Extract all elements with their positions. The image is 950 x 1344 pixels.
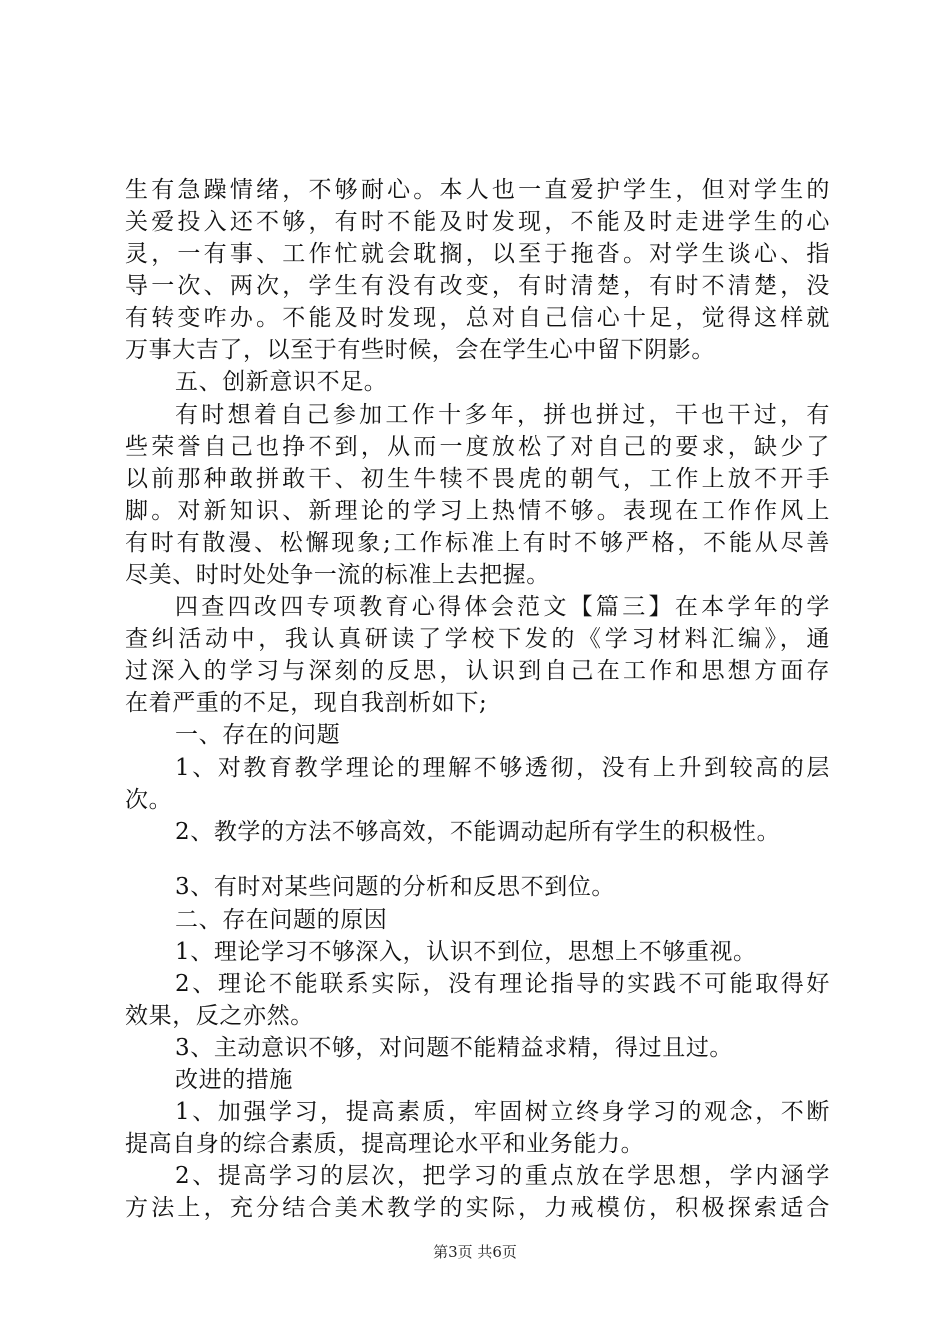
list-item: 1、理论学习不够深入，认识不到位，思想上不够重视。 <box>175 939 757 965</box>
section-heading: 五、创新意识不足。 <box>175 369 388 395</box>
list-item: 1、加强学习，提高素质，牢固树立终身学习的观念，不断 <box>175 1099 830 1125</box>
section-heading: 二、存在问题的原因 <box>175 907 388 933</box>
text-line: 些荣誉自己也挣不到，从而一度放松了对自己的要求，缺少了 <box>125 434 830 460</box>
list-item: 2、理论不能联系实际，没有理论指导的实践不可能取得好 <box>175 971 830 997</box>
page-footer: 第3页 共6页 <box>433 1243 517 1261</box>
text-line: 有时有散漫、松懈现象;工作标准上有时不够严格，不能从尽善 <box>125 530 830 556</box>
text-line: 四查四改四专项教育心得体会范文【篇三】在本学年的学 <box>175 594 830 620</box>
text-line: 方法上，充分结合美术教学的实际，力戒模仿，积极探索适合 <box>125 1195 830 1221</box>
text-line: 以前那种敢拼敢干、初生牛犊不畏虎的朝气，工作上放不开手 <box>125 466 830 492</box>
text-line: 尽美、时时处处争一流的标准上去把握。 <box>125 562 550 588</box>
text-line: 有时想着自己参加工作十多年，拼也拼过，干也干过，有 <box>175 402 830 428</box>
section-heading: 一、存在的问题 <box>175 722 341 748</box>
text-line: 提高自身的综合素质，提高理论水平和业务能力。 <box>125 1131 645 1157</box>
text-line: 次。 <box>125 787 173 813</box>
list-item: 3、主动意识不够，对问题不能精益求精，得过且过。 <box>175 1035 734 1061</box>
list-item: 3、有时对某些问题的分析和反思不到位。 <box>175 874 616 900</box>
text-line: 脚。对新知识、新理论的学习上热情不够。表现在工作作风上 <box>125 498 830 524</box>
text-line: 灵，一有事、工作忙就会耽搁，以至于拖沓。对学生谈心、指 <box>125 241 830 267</box>
list-item: 2、提高学习的层次，把学习的重点放在学思想，学内涵学 <box>175 1163 830 1189</box>
text-line: 有转变咋办。不能及时发现，总对自己信心十足，觉得这样就 <box>125 305 830 331</box>
text-line: 关爱投入还不够，有时不能及时发现，不能及时走进学生的心 <box>125 209 830 235</box>
text-line: 效果，反之亦然。 <box>125 1003 314 1029</box>
section-heading: 改进的措施 <box>175 1067 293 1093</box>
text-line: 生有急躁情绪，不够耐心。本人也一直爱护学生，但对学生的 <box>125 177 830 203</box>
text-line: 导一次、两次，学生有没有改变，有时清楚，有时不清楚，没 <box>125 273 830 299</box>
text-line: 在着严重的不足，现自我剖析如下; <box>125 690 488 716</box>
text-line: 过深入的学习与深刻的反思，认识到自己在工作和思想方面存 <box>125 658 830 684</box>
list-item: 1、对教育教学理论的理解不够透彻，没有上升到较高的层 <box>175 755 830 781</box>
text-line: 查纠活动中，我认真研读了学校下发的《学习材料汇编》，通 <box>125 626 830 652</box>
list-item: 2、教学的方法不够高效，不能调动起所有学生的积极性。 <box>175 819 781 845</box>
text-line: 万事大吉了，以至于有些时候，会在学生心中留下阴影。 <box>125 337 715 363</box>
